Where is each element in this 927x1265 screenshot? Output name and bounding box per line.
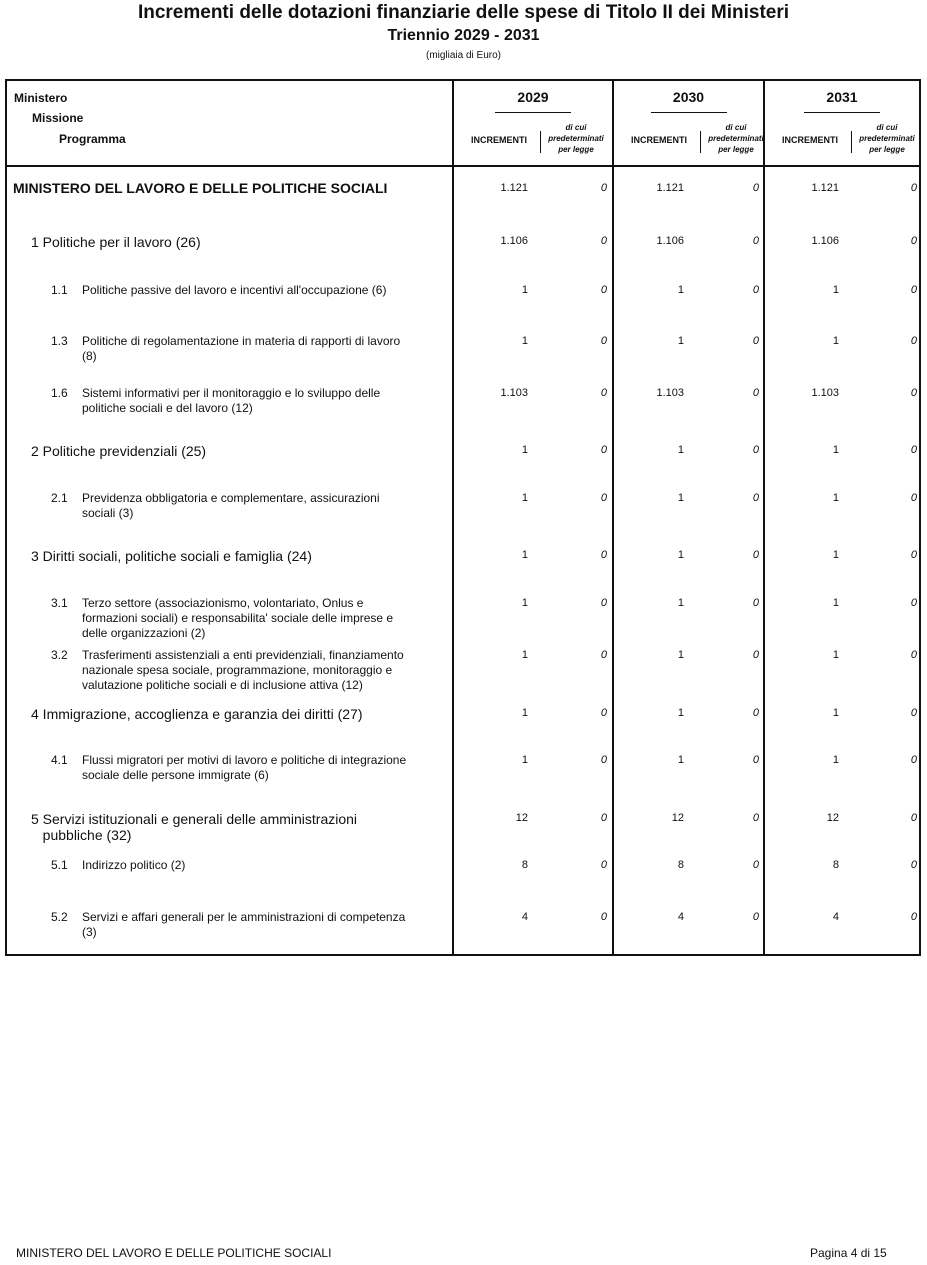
label-line: formazioni sociali) e responsabilita' sociale delle imprese e — [82, 611, 394, 625]
header-year-2: 2031 — [826, 89, 858, 105]
predeterminati-value: 0 — [910, 235, 917, 247]
year-underline — [651, 112, 727, 113]
predeterminati-value: 0 — [910, 859, 917, 871]
programma-text — [82, 858, 452, 873]
predeterminati-value: 0 — [600, 707, 607, 719]
predeterminati-value: 0 — [600, 911, 607, 923]
predeterminati-value: 0 — [910, 707, 917, 719]
predeterminati-value: 0 — [752, 812, 759, 824]
predeterminati-value: 0 — [910, 335, 917, 347]
predeterminati-value: 0 — [752, 597, 759, 609]
label-line: (8) — [82, 349, 97, 363]
incrementi-value: 1 — [677, 707, 684, 719]
programma-text — [82, 596, 452, 641]
label-line: valutazione politiche sociali e di inclusione attiva (12) — [82, 678, 363, 692]
incrementi-value: 1 — [677, 649, 684, 661]
incrementi-value: 1 — [832, 707, 839, 719]
predeterminati-value: 0 — [910, 492, 917, 504]
incrementi-value: 1.106 — [811, 235, 839, 247]
label-line: 2 Politiche previdenziali (25) — [31, 443, 207, 459]
predeterminati-value: 0 — [910, 444, 917, 456]
predeterminati-value: 0 — [910, 649, 917, 661]
predeterminati-value: 0 — [910, 387, 917, 399]
predeterminati-value: 0 — [910, 549, 917, 561]
predeterminati-value: 0 — [910, 812, 917, 824]
header-di-cui-line: di cui — [565, 123, 587, 132]
predeterminati-value: 0 — [752, 235, 759, 247]
programma-text — [82, 753, 452, 783]
incrementi-value: 1 — [521, 284, 528, 296]
predeterminati-value: 0 — [752, 707, 759, 719]
missione-label — [31, 811, 357, 843]
predeterminati-value: 0 — [600, 284, 607, 296]
missione-label — [31, 234, 201, 250]
incrementi-value: 1 — [521, 649, 528, 661]
predeterminati-value: 0 — [600, 859, 607, 871]
label-line: politiche sociali e del lavoro (12) — [82, 401, 253, 415]
incrementi-value: 1 — [677, 597, 684, 609]
programma-number: 3.2 — [51, 648, 68, 662]
header-di-cui — [541, 122, 611, 155]
programma-text — [82, 386, 452, 416]
predeterminati-value: 0 — [600, 812, 607, 824]
label-line: 3 Diritti sociali, politiche sociali e famiglia (24) — [31, 548, 312, 564]
incrementi-value: 1.103 — [500, 387, 528, 399]
predeterminati-value: 0 — [752, 444, 759, 456]
programma-text — [82, 491, 452, 521]
footer-page-number: Pagina 4 di 15 — [810, 1246, 887, 1260]
header-di-cui-line: predeterminati — [708, 134, 764, 143]
label-line: Politiche di regolamentazione in materia di rapporti di lavoro — [82, 334, 401, 348]
predeterminati-value: 0 — [600, 387, 607, 399]
predeterminati-value: 0 — [910, 597, 917, 609]
header-year-0: 2029 — [517, 89, 549, 105]
page-title: Incrementi delle dotazioni finanziarie delle spese di Titolo II dei Ministeri — [137, 2, 790, 23]
programma-number: 5.1 — [51, 858, 68, 872]
incrementi-value: 1 — [832, 444, 839, 456]
label-line: pubbliche (32) — [31, 827, 132, 843]
programma-number: 5.2 — [51, 910, 68, 924]
incrementi-value: 1 — [677, 549, 684, 561]
predeterminati-value: 0 — [600, 335, 607, 347]
label-line: 5 Servizi istituzionali e generali delle amministrazioni — [31, 811, 358, 827]
incrementi-value: 1.106 — [500, 235, 528, 247]
predeterminati-value: 0 — [752, 549, 759, 561]
header-di-cui — [852, 122, 922, 155]
programma-text — [82, 910, 452, 940]
predeterminati-value: 0 — [600, 182, 607, 194]
header-di-cui-line: di cui — [876, 123, 898, 132]
label-line: Trasferimenti assistenziali a enti previdenziali, finanziamento — [82, 648, 404, 662]
incrementi-value: 4 — [521, 911, 528, 923]
programma-number: 1.6 — [51, 386, 68, 400]
programma-text — [82, 334, 452, 364]
predeterminati-value: 0 — [752, 387, 759, 399]
header-di-cui-line: predeterminati — [548, 134, 604, 143]
predeterminati-value: 0 — [910, 754, 917, 766]
incrementi-value: 8 — [521, 859, 528, 871]
incrementi-value: 1 — [832, 492, 839, 504]
incrementi-value: 1 — [521, 754, 528, 766]
year-underline — [495, 112, 571, 113]
incrementi-value: 8 — [832, 859, 839, 871]
incrementi-value: 8 — [677, 859, 684, 871]
incrementi-value: 1 — [677, 284, 684, 296]
predeterminati-value: 0 — [752, 492, 759, 504]
label-line: sociale delle persone immigrate (6) — [82, 768, 269, 782]
predeterminati-value: 0 — [910, 284, 917, 296]
header-year-1: 2030 — [672, 89, 705, 105]
page-subtitle: Triennio 2029 - 2031 — [387, 27, 540, 44]
incrementi-value: 1 — [521, 444, 528, 456]
header-di-cui-line: per legge — [869, 145, 905, 154]
incrementi-value: 1.103 — [811, 387, 839, 399]
predeterminati-value: 0 — [752, 859, 759, 871]
header-incrementi: INCREMENTI — [631, 135, 687, 145]
label-line: nazionale spesa sociale, programmazione, monitoraggio e — [82, 663, 393, 677]
label-line: Politiche passive del lavoro e incentivi all'occupazione (6) — [82, 283, 387, 297]
incrementi-value: 4 — [677, 911, 684, 923]
incrementi-value: 1.121 — [656, 182, 684, 194]
predeterminati-value: 0 — [600, 649, 607, 661]
predeterminati-value: 0 — [600, 492, 607, 504]
ministero-label: MINISTERO DEL LAVORO E DELLE POLITICHE SOCIALI — [13, 180, 388, 196]
header-di-cui-line: per legge — [558, 145, 594, 154]
incrementi-value: 4 — [832, 911, 839, 923]
incrementi-value: 1 — [832, 754, 839, 766]
programma-text — [82, 648, 452, 693]
label-line: Terzo settore (associazionismo, volontariato, Onlus e — [82, 596, 364, 610]
incrementi-value: 1 — [677, 335, 684, 347]
incrementi-value: 1 — [521, 492, 528, 504]
predeterminati-value: 0 — [600, 235, 607, 247]
incrementi-value: 1.106 — [656, 235, 684, 247]
label-line: Previdenza obbligatoria e complementare, assicurazioni — [82, 491, 380, 505]
incrementi-value: 1 — [677, 754, 684, 766]
label-line: sociali (3) — [82, 506, 134, 520]
incrementi-value: 1 — [521, 597, 528, 609]
predeterminati-value: 0 — [752, 335, 759, 347]
incrementi-value: 12 — [671, 812, 684, 824]
predeterminati-value: 0 — [600, 754, 607, 766]
header-programma: Programma — [59, 132, 126, 146]
predeterminati-value: 0 — [600, 597, 607, 609]
incrementi-value: 12 — [515, 812, 528, 824]
programma-text — [82, 283, 452, 298]
budget-table — [5, 79, 921, 956]
predeterminati-value: 0 — [910, 182, 917, 194]
year-underline — [804, 112, 880, 113]
label-line: Sistemi informativi per il monitoraggio e lo sviluppo delle — [82, 386, 381, 400]
header-missione: Missione — [32, 111, 84, 125]
incrementi-value: 1 — [521, 549, 528, 561]
incrementi-value: 1 — [832, 335, 839, 347]
incrementi-value: 1 — [521, 707, 528, 719]
incrementi-value: 1.103 — [656, 387, 684, 399]
missione-label — [31, 706, 363, 722]
incrementi-value: 1.121 — [811, 182, 839, 194]
footer-ministry: MINISTERO DEL LAVORO E DELLE POLITICHE SOCIALI — [16, 1246, 332, 1260]
label-line: 4 Immigrazione, accoglienza e garanzia dei diritti (27) — [31, 706, 363, 722]
predeterminati-value: 0 — [752, 284, 759, 296]
predeterminati-value: 0 — [752, 911, 759, 923]
label-line: (3) — [82, 925, 97, 939]
predeterminati-value: 0 — [752, 182, 759, 194]
predeterminati-value: 0 — [600, 444, 607, 456]
label-line: Indirizzo politico (2) — [82, 858, 186, 872]
incrementi-value: 1 — [677, 492, 684, 504]
missione-label — [31, 548, 312, 564]
label-line: Servizi e affari generali per le amministrazioni di competenza — [82, 910, 406, 924]
header-incrementi: INCREMENTI — [782, 135, 838, 145]
incrementi-value: 1 — [677, 444, 684, 456]
incrementi-value: 1 — [521, 335, 528, 347]
predeterminati-value: 0 — [910, 911, 917, 923]
header-di-cui-line: predeterminati — [859, 134, 915, 143]
incrementi-value: 1 — [832, 649, 839, 661]
header-di-cui-line: di cui — [725, 123, 747, 132]
missione-label — [31, 443, 206, 459]
programma-number: 4.1 — [51, 753, 68, 767]
unit-note: (migliaia di Euro) — [425, 50, 502, 61]
incrementi-value: 1.121 — [500, 182, 528, 194]
label-line: Flussi migratori per motivi di lavoro e politiche di integrazione — [82, 753, 407, 767]
header-di-cui-line: per legge — [718, 145, 754, 154]
programma-number: 1.3 — [51, 334, 68, 348]
header-ministero: Ministero — [14, 91, 68, 105]
predeterminati-value: 0 — [752, 649, 759, 661]
incrementi-value: 12 — [826, 812, 839, 824]
programma-number: 3.1 — [51, 596, 68, 610]
label-line: 1 Politiche per il lavoro (26) — [31, 234, 201, 250]
programma-number: 2.1 — [51, 491, 68, 505]
incrementi-value: 1 — [832, 597, 839, 609]
predeterminati-value: 0 — [752, 754, 759, 766]
predeterminati-value: 0 — [600, 549, 607, 561]
label-line: delle organizzazioni (2) — [82, 626, 206, 640]
header-divider — [7, 165, 919, 167]
header-di-cui — [701, 122, 771, 155]
incrementi-value: 1 — [832, 284, 839, 296]
header-incrementi: INCREMENTI — [471, 135, 527, 145]
incrementi-value: 1 — [832, 549, 839, 561]
programma-number: 1.1 — [51, 283, 68, 297]
